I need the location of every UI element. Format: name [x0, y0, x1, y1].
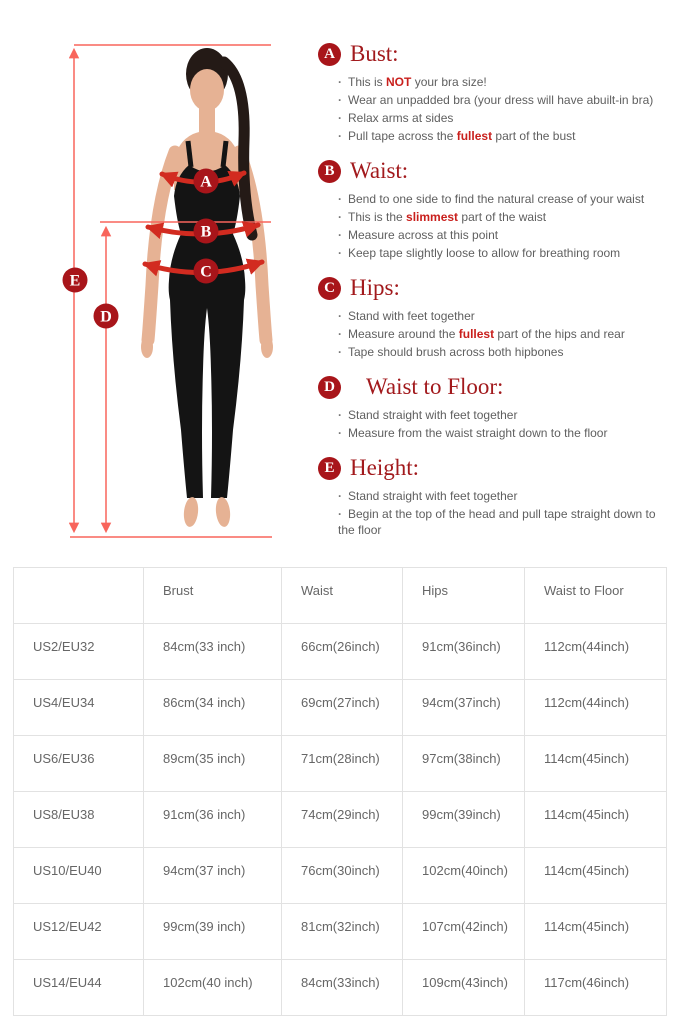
hips-marker-letter: C	[200, 263, 212, 281]
measurement-cell: 102cm(40 inch)	[144, 960, 282, 1016]
measure-section-e	[318, 454, 674, 538]
size-row	[14, 680, 667, 736]
column-header: Waist	[282, 568, 403, 624]
measurement-cell: 114cm(45inch)	[525, 904, 667, 960]
column-header: Hips	[403, 568, 525, 624]
tip-text: Measure across at this point	[348, 228, 499, 242]
size-row	[14, 848, 667, 904]
measurement-cell: 109cm(43inch)	[403, 960, 525, 1016]
size-label-cell: US12/EU42	[14, 904, 144, 960]
section-heading	[318, 454, 674, 482]
size-row	[14, 736, 667, 792]
tip-item	[338, 110, 674, 126]
header-row	[14, 568, 667, 624]
tip-item	[338, 227, 674, 243]
instructions-panel	[318, 40, 674, 551]
section-title: Hips:	[350, 275, 400, 300]
tip-text: Relax arms at sides	[348, 111, 454, 125]
measurement-cell: 84cm(33inch)	[282, 960, 403, 1016]
column-header	[14, 568, 144, 624]
size-label-cell: US14/EU44	[14, 960, 144, 1016]
tip-item	[338, 506, 674, 538]
measure-tips	[318, 407, 674, 441]
face	[190, 69, 224, 111]
tip-text: part of the hips and rear	[494, 327, 625, 341]
measure-tips	[318, 74, 674, 144]
section-title: Waist to Floor:	[366, 374, 504, 399]
measurement-cell: 94cm(37 inch)	[144, 848, 282, 904]
tip-item	[338, 425, 674, 441]
tip-item	[338, 128, 674, 144]
measurement-cell: 117cm(46inch)	[525, 960, 667, 1016]
tip-item	[338, 191, 674, 207]
tip-item	[338, 326, 674, 342]
size-label-cell: US8/EU38	[14, 792, 144, 848]
tip-text: Keep tape slightly loose to allow for breathing room	[348, 246, 621, 260]
measure-tips	[318, 308, 674, 360]
measurement-cell: 114cm(45inch)	[525, 736, 667, 792]
measure-section-d	[318, 373, 674, 441]
measurement-figure-svg	[0, 0, 330, 565]
measurement-cell: 97cm(38inch)	[403, 736, 525, 792]
right-strap	[223, 141, 226, 167]
waist-marker-letter: B	[200, 223, 212, 241]
tip-text: Tape should brush across both hipbones	[348, 345, 564, 359]
measurement-cell: 76cm(30inch)	[282, 848, 403, 904]
height-marker-letter: E	[69, 272, 81, 290]
tip-text: Begin at the top of the head and pull tape straight down to the floor	[338, 507, 656, 537]
measurement-cell: 107cm(42inch)	[403, 904, 525, 960]
measurement-cell: 81cm(32inch)	[282, 904, 403, 960]
measurement-cell: 89cm(35 inch)	[144, 736, 282, 792]
size-table-body	[14, 624, 667, 1016]
measurement-cell: 66cm(26inch)	[282, 624, 403, 680]
left-strap	[188, 141, 191, 167]
tip-text: Measure from the waist straight down to the floor	[348, 426, 608, 440]
left-foot	[182, 496, 199, 527]
measurement-cell: 114cm(45inch)	[525, 848, 667, 904]
tip-text: Stand straight with feet together	[348, 489, 518, 503]
tip-text: Measure around the	[348, 327, 459, 341]
measurement-diagram	[0, 0, 330, 565]
measurement-cell: 69cm(27inch)	[282, 680, 403, 736]
section-heading	[318, 40, 674, 68]
size-row	[14, 792, 667, 848]
size-label-cell: US6/EU36	[14, 736, 144, 792]
measure-section-a	[318, 40, 674, 144]
right-foot	[214, 496, 231, 527]
section-title: Waist:	[350, 158, 409, 183]
tip-text: Bend to one side to find the natural crease of your waist	[348, 192, 645, 206]
size-row	[14, 624, 667, 680]
measurement-cell: 102cm(40inch)	[403, 848, 525, 904]
letter-badge: D	[318, 376, 341, 399]
measurement-cell: 94cm(37inch)	[403, 680, 525, 736]
woman-figure	[141, 48, 273, 528]
column-header: Waist to Floor	[525, 568, 667, 624]
tip-highlight: slimmest	[406, 210, 459, 224]
size-label-cell: US10/EU40	[14, 848, 144, 904]
letter-badge: C	[318, 277, 341, 300]
waist-to-floor-marker-letter: D	[100, 308, 112, 326]
letter-badge: A	[318, 43, 341, 66]
tip-item	[338, 344, 674, 360]
tip-item	[338, 245, 674, 261]
tip-item	[338, 308, 674, 324]
size-label-cell: US2/EU32	[14, 624, 144, 680]
tip-text: This is	[348, 75, 387, 89]
bust-marker-letter: A	[200, 173, 212, 191]
measurement-cell: 84cm(33 inch)	[144, 624, 282, 680]
measurement-cell: 99cm(39 inch)	[144, 904, 282, 960]
tip-text: Stand straight with feet together	[348, 408, 518, 422]
section-heading	[318, 274, 674, 302]
section-heading	[318, 157, 674, 185]
measurement-cell: 112cm(44inch)	[525, 680, 667, 736]
size-row	[14, 904, 667, 960]
measurement-cell: 91cm(36 inch)	[144, 792, 282, 848]
bodysuit	[169, 165, 246, 498]
measure-section-b	[318, 157, 674, 261]
tip-highlight: NOT	[386, 75, 412, 89]
section-heading	[318, 373, 674, 401]
tip-text: your bra size!	[411, 75, 487, 89]
letter-badge: B	[318, 160, 341, 183]
tip-text: Wear an unpadded bra (your dress will have abuilt-in bra)	[348, 93, 654, 107]
tip-text: part of the bust	[492, 129, 576, 143]
tip-item	[338, 209, 674, 225]
tip-text: Stand with feet together	[348, 309, 475, 323]
size-label-cell: US4/EU34	[14, 680, 144, 736]
section-title: Bust:	[350, 41, 399, 66]
measure-tips	[318, 191, 674, 261]
column-header: Brust	[144, 568, 282, 624]
tip-text: This is the	[348, 210, 407, 224]
tip-highlight: fullest	[456, 129, 493, 143]
size-table-head	[14, 568, 667, 624]
measurement-cell: 71cm(28inch)	[282, 736, 403, 792]
letter-badge: E	[318, 457, 341, 480]
measurement-cell: 91cm(36inch)	[403, 624, 525, 680]
measure-tips	[318, 488, 674, 538]
measurement-cell: 86cm(34 inch)	[144, 680, 282, 736]
measurement-cell: 114cm(45inch)	[525, 792, 667, 848]
tip-text: Pull tape across the	[348, 129, 457, 143]
size-table	[13, 567, 667, 1016]
measurement-cell: 112cm(44inch)	[525, 624, 667, 680]
measurement-cell: 99cm(39inch)	[403, 792, 525, 848]
tip-highlight: fullest	[458, 327, 495, 341]
tip-text: part of the waist	[458, 210, 547, 224]
measure-section-c	[318, 274, 674, 360]
measurement-cell: 74cm(29inch)	[282, 792, 403, 848]
right-hand	[261, 336, 273, 358]
size-row	[14, 960, 667, 1016]
tip-item	[338, 92, 674, 108]
tip-item	[338, 488, 674, 504]
section-title: Height:	[350, 455, 419, 480]
tip-item	[338, 407, 674, 423]
tip-item	[338, 74, 674, 90]
left-hand	[141, 336, 153, 358]
